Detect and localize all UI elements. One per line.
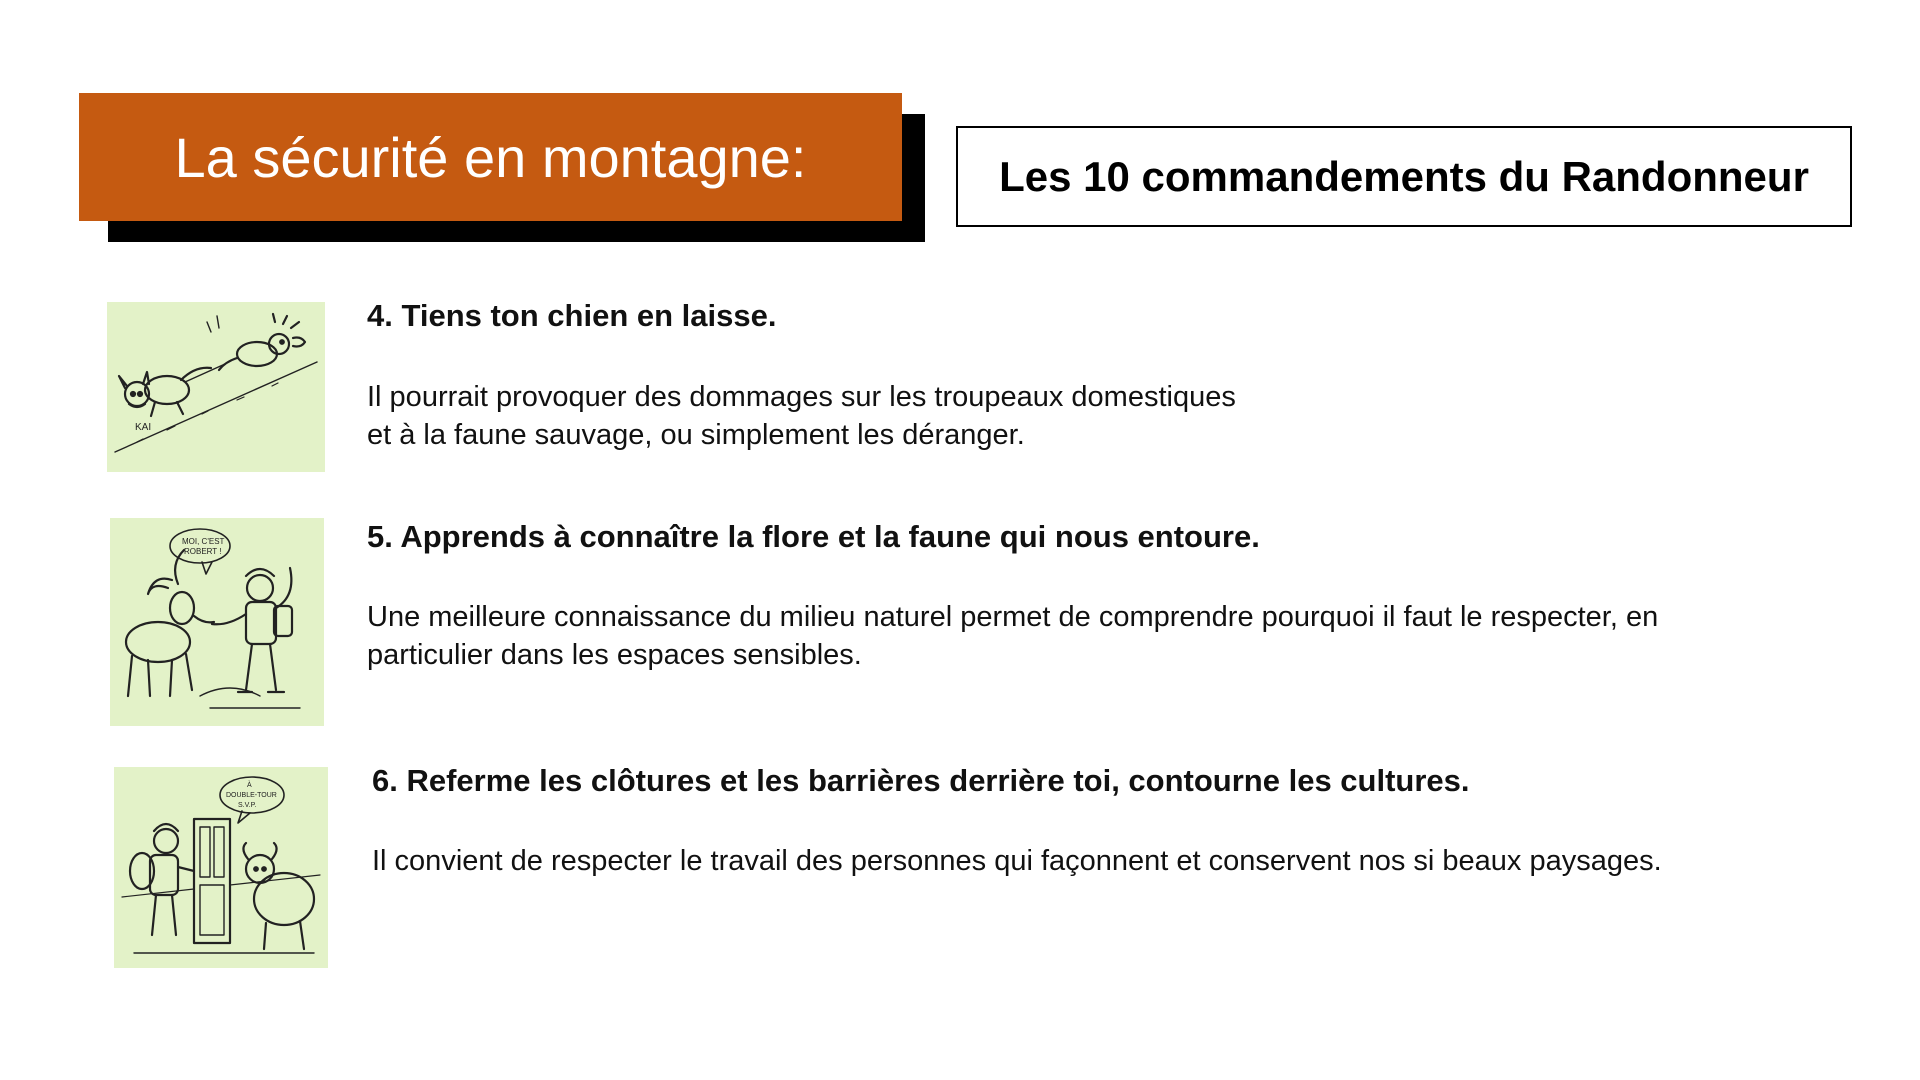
item-4-body-line-2: et à la faune sauvage, ou simplement les déranger. — [367, 419, 1025, 451]
item-4-body-line-1: Il pourrait provoquer des dommages sur les troupeaux domestiques — [367, 381, 1236, 413]
item-6-heading: 6. Referme les clôtures et les barrières derrière toi, contourne les cultures. — [372, 763, 1470, 798]
illustration-caption-line-1: À — [247, 782, 252, 789]
illustration-caption-line-1: MOI, C'EST — [182, 537, 225, 546]
item-6-body-line-1: Il convient de respecter le travail des personnes qui façonnent et conservent nos si beaux paysages. — [372, 845, 1662, 877]
dog-chasing-marmot-icon — [107, 302, 325, 472]
item-5-body-line-2: particulier dans les espaces sensibles. — [367, 639, 862, 671]
illustration-caption: KAI — [135, 422, 152, 433]
item-6-body — [372, 842, 1662, 880]
hiker-greeting-ibex-icon — [110, 518, 324, 726]
subtitle-box — [956, 126, 1852, 227]
page-subtitle: Les 10 commandements du Randonneur — [999, 152, 1809, 200]
item-5-body — [367, 598, 1658, 674]
illustration-caption-line-3: S.V.P. — [238, 802, 257, 809]
hiker-closing-gate-icon — [114, 767, 328, 968]
illustration-caption-line-2: DOUBLE-TOUR — [226, 792, 277, 799]
item-4-heading: 4. Tiens ton chien en laisse. — [367, 298, 777, 333]
item-5-heading: 5. Apprends à connaître la flore et la faune qui nous entoure. — [367, 519, 1260, 554]
item-5-body-line-1: Une meilleure connaissance du milieu naturel permet de comprendre pourquoi il faut le respecter, en — [367, 601, 1659, 633]
illustration-caption-line-2: ROBERT ! — [184, 547, 222, 556]
title-banner — [79, 93, 902, 221]
item-4-body — [367, 378, 1236, 454]
page-title: La sécurité en montagne: — [174, 125, 807, 189]
